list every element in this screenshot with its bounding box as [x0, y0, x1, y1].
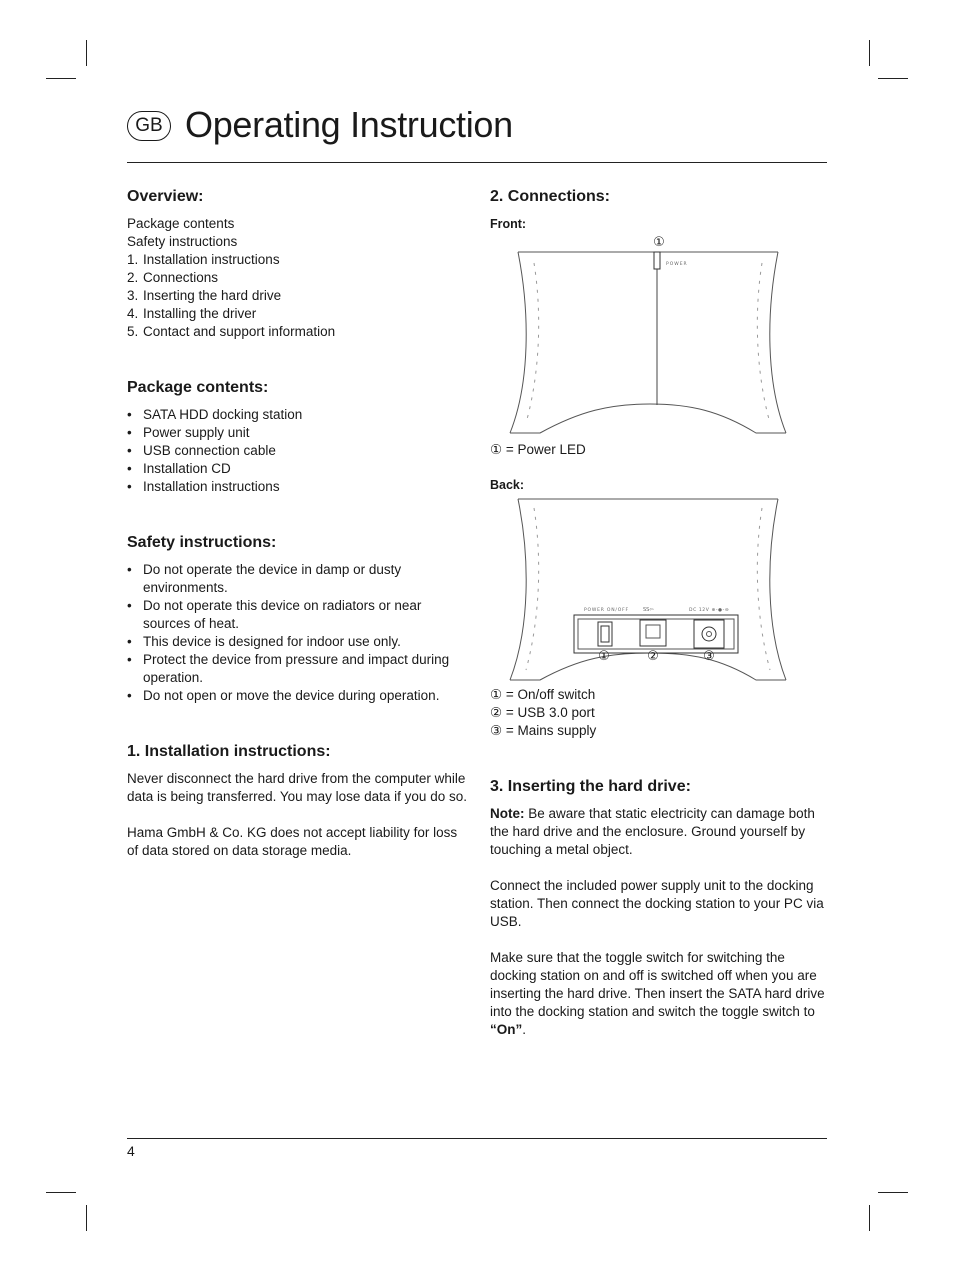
liability-paragraph: Hama GmbH & Co. KG does not accept liability for loss of data stored on data storage media. [127, 825, 458, 858]
front-marker: ① [653, 235, 665, 250]
back-view-illustration [490, 498, 810, 682]
back-legend-item: ② = USB 3.0 port [490, 705, 595, 720]
inserting-section [490, 777, 827, 1039]
installation-section [127, 742, 467, 860]
list-item: • USB connection cable [127, 442, 467, 460]
toggle-paragraph: Make sure that the toggle switch for switching the docking station on and off is switched off when you are inserting the hard drive. Then insert the SATA hard drive into the docking station and switch the toggle switch to “On”. [490, 950, 825, 1037]
crop-mark [46, 78, 76, 79]
language-badge: GB [127, 111, 171, 141]
header-rule [127, 162, 827, 163]
back-marker-2: ② [647, 649, 659, 664]
list-item: • Do not open or move the device during operation. [127, 687, 467, 705]
list-item: 1. Installation instructions [127, 252, 280, 267]
dc-input-label: DC 12V ⊕-●-⊖ [689, 608, 730, 613]
installation-paragraph: Never disconnect the hard drive from the computer while data is being transferred. You may lose data if you do so. [127, 771, 467, 804]
list-item: 5. Contact and support information [127, 324, 336, 339]
usb-logo-label: SS⇦ [643, 607, 654, 613]
right-column [490, 187, 827, 1039]
connections-section [490, 187, 827, 740]
list-item: Safety instructions [127, 234, 238, 249]
footer-rule [127, 1138, 827, 1139]
list-item: • SATA HDD docking station [127, 406, 467, 424]
crop-mark [869, 1205, 870, 1231]
crop-mark [869, 40, 870, 66]
power-label: POWER [666, 262, 688, 267]
crop-mark [86, 1205, 87, 1231]
package-heading: Package contents: [127, 379, 269, 396]
connections-heading: 2. Connections: [490, 188, 611, 205]
back-label: Back: [490, 478, 525, 492]
package-section [127, 378, 467, 496]
list-item: • Do not operate this device on radiators or near sources of heat. [127, 597, 467, 633]
crop-mark [878, 78, 908, 79]
safety-section [127, 533, 467, 705]
front-legend-item: ① = Power LED [490, 442, 586, 457]
list-item: • This device is designed for indoor use only. [127, 633, 467, 651]
crop-mark [878, 1192, 908, 1193]
back-marker-1: ① [598, 649, 610, 664]
list-item: • Protect the device from pressure and impact during operation. [127, 651, 467, 687]
page-header [127, 104, 827, 148]
list-item: 4. Installing the driver [127, 306, 257, 321]
note-label: Note: [490, 806, 525, 821]
front-label: Front: [490, 217, 527, 231]
power-switch-label: POWER ON/OFF [584, 608, 629, 613]
list-item: • Installation CD [127, 460, 467, 478]
list-item: 2. Connections [127, 270, 219, 285]
list-item: • Do not operate the device in damp or dusty environments. [127, 561, 467, 597]
inserting-heading: 3. Inserting the hard drive: [490, 778, 691, 795]
left-column [127, 187, 467, 860]
list-item: • Installation instructions [127, 478, 467, 496]
list-item: 3. Inserting the hard drive [127, 288, 282, 303]
page-number: 4 [127, 1143, 135, 1159]
installation-heading: 1. Installation instructions: [127, 743, 331, 760]
overview-heading: Overview: [127, 188, 204, 205]
back-legend-item: ① = On/off switch [490, 687, 596, 702]
connect-paragraph: Connect the included power supply unit to the docking station. Then connect the docking station to your PC via USB. [490, 878, 824, 929]
front-view-illustration [490, 233, 810, 435]
back-legend-item: ③ = Mains supply [490, 723, 597, 738]
overview-section [127, 187, 467, 341]
crop-mark [46, 1192, 76, 1193]
crop-mark [86, 40, 87, 66]
back-marker-3: ③ [703, 649, 715, 664]
safety-heading: Safety instructions: [127, 534, 277, 551]
list-item: • Power supply unit [127, 424, 467, 442]
page-title: Operating Instruction [185, 104, 513, 145]
note-paragraph: Note: Be aware that static electricity can damage both the hard drive and the enclosure. Ground yourself by touching a metal object. [490, 806, 815, 857]
list-item: Package contents [127, 216, 235, 231]
